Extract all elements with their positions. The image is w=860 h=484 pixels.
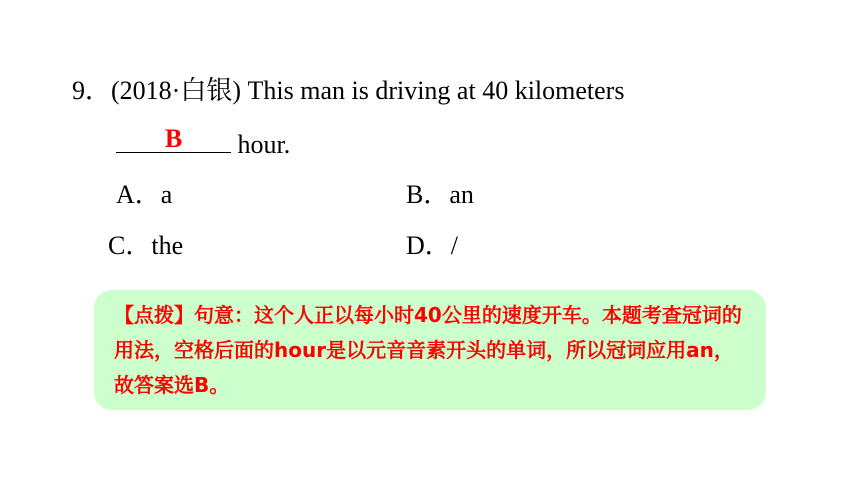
hint-box — [94, 290, 766, 410]
option-b — [406, 180, 474, 210]
option-d — [406, 231, 458, 261]
question-line-1 — [72, 76, 624, 106]
option-c — [108, 231, 183, 261]
question-stem-part1: This man is driving at 40 kilometers — [247, 76, 625, 105]
option-a-text: a — [160, 180, 173, 209]
question-number: 9． — [72, 76, 112, 105]
answer-blank — [116, 124, 231, 153]
option-a — [116, 180, 172, 210]
question-source: (2018·白银) — [111, 76, 241, 105]
option-c-letter: C． — [108, 231, 152, 260]
option-b-letter: B． — [406, 180, 450, 209]
option-b-text: an — [449, 180, 474, 209]
option-d-text: / — [450, 231, 459, 260]
question-line-2 — [116, 124, 291, 160]
option-a-letter: A． — [116, 180, 161, 209]
option-c-text: the — [151, 231, 184, 260]
option-d-letter: D． — [406, 231, 451, 260]
answer-letter: B — [164, 124, 183, 153]
question-stem-part2: hour. — [237, 130, 291, 159]
hint-text: 【点拨】句意：这个人正以每小时40公里的速度开车。本题考查冠词的用法，空格后面的hour是以元音音素开头的单词，所以冠词应用an，故答案选B。 — [114, 303, 742, 397]
